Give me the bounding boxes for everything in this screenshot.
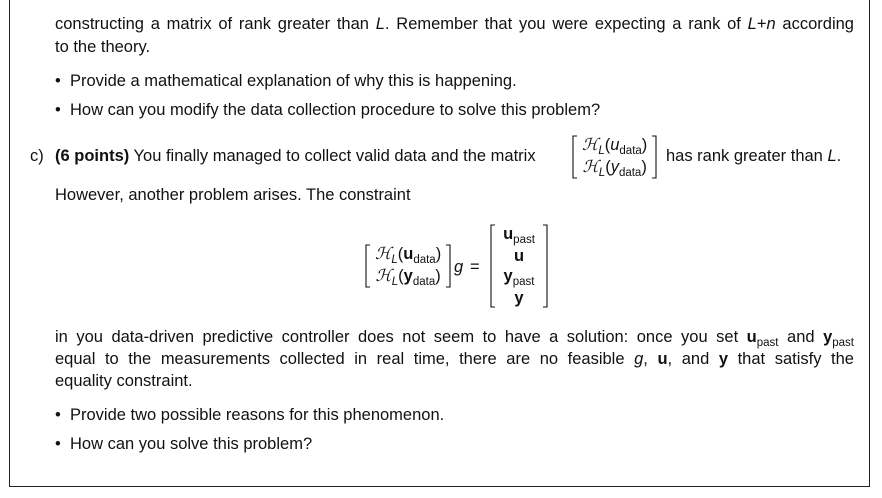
- equation-hankel-matrix: [365, 244, 451, 288]
- part-c-line-2: However, another problem arises. The constraint: [55, 186, 411, 204]
- equation-g: g: [454, 258, 464, 276]
- equation-row-y: $ℋ_L(y_{data})$: [375, 266, 441, 288]
- bottom-border: [9, 486, 870, 487]
- bullet-item: • How can you modify the data collection procedure to solve this problem?: [55, 101, 601, 119]
- part-c-text-end: has rank greater than L.: [666, 147, 842, 165]
- vector-u-past: $u_{past}$: [503, 225, 535, 246]
- right-bracket: [542, 224, 548, 308]
- part-c-label: c): [30, 147, 44, 165]
- paragraph-line-3: equality constraint.: [55, 372, 193, 390]
- vector-y-past: $y_{past}$: [503, 267, 535, 288]
- left-bracket: [365, 244, 371, 288]
- matrix-row-y: $ℋ_L(y_{data})$: [582, 157, 647, 179]
- bullet-item: • Provide a mathematical explanation of why this is happening.: [55, 72, 517, 90]
- paragraph-line-2: equal to the measurements collected in real time, there are no feasible g, u, and y that satisfy the: [55, 350, 854, 368]
- left-border: [9, 0, 10, 486]
- bullet-item: • How can you solve this problem?: [55, 435, 313, 453]
- equation-row-u: $ℋ_L(u_{data})$: [375, 244, 442, 266]
- left-bracket: [572, 135, 578, 179]
- right-border: [869, 0, 870, 486]
- vector-y: y: [514, 289, 524, 307]
- matrix-row-u: $ℋ_L(u_{data})$: [582, 135, 648, 157]
- intro-line-1: constructing a matrix of rank greater than L. Remember that you were expecting a rank of L+n according: [55, 15, 854, 33]
- bullet-item: • Provide two possible reasons for this phenomenon.: [55, 406, 445, 424]
- equation-equals: =: [470, 258, 480, 276]
- hankel-inline-matrix: [572, 135, 657, 179]
- paragraph-line-1: in you data-driven predictive controller does not seem to have a solution: once you set $u_{past}$ and $y_{past}$: [55, 328, 854, 349]
- intro-line-2: to the theory.: [55, 38, 151, 56]
- part-c-text: (6 points) You finally managed to collect valid data and the matrix: [55, 147, 536, 165]
- right-bracket: [651, 135, 657, 179]
- vector-u: u: [513, 247, 525, 265]
- equation-vector: [490, 224, 548, 308]
- right-bracket: [445, 244, 451, 288]
- left-bracket: [490, 224, 496, 308]
